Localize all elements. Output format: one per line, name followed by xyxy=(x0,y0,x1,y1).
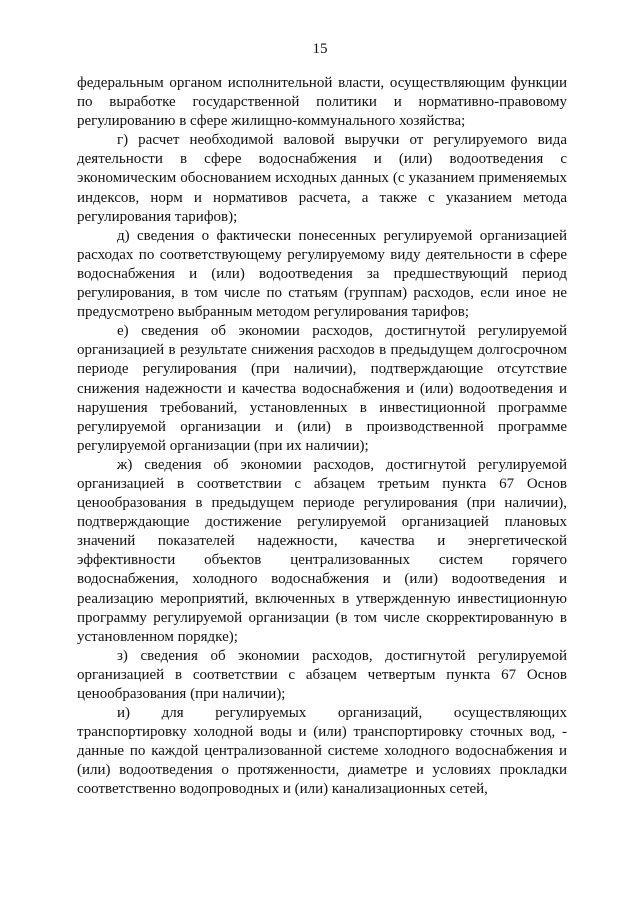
paragraph-item-z: з) сведения об экономии расходов, достигнутой регулируемой организацией в соответствии с абзацем четвертым пункта 67 Основ ценообразования (при наличии); xyxy=(77,647,567,702)
paragraph-item-i: и) для регулируемых организаций, осуществляющих транспортировку холодной воды и (или) транспортировку сточных вод, - данные по каждой централизованной системе холодного водоснабжения и (или) водоотведения о протяженности, диаметре и условиях прокладки соответственно водопроводных и (или) канализационных сетей, xyxy=(77,705,567,798)
paragraph-item-g: г) расчет необходимой валовой выручки от регулируемого вида деятельности в сфере водоснабжения и (или) водоотведения с экономическим обоснованием исходных данных (с указанием применяемых индексов, норм и нормативов расчета, а также с указанием метода регулирования тарифов); xyxy=(77,132,567,225)
paragraph-item-d: д) сведения о фактически понесенных регулируемой организацией расходах по соответствующему регулируемому виду деятельности в сфере водоснабжения и (или) водоотведения за предшествующий период регулирования, в том числе по статьям (группам) расходов, если иное не предусмотрено выбранным методом регулирования тарифов; xyxy=(77,227,567,321)
paragraph-item-e: е) сведения об экономии расходов, достигнутой регулируемой организацией в результате снижения расходов в предыдущем долгосрочном периоде регулирования (при наличии), подтверждающие отсутствие снижения надежности и качества водоснабжения и (или) водоотведения и нарушения требований, установленных в инвестиционной программе регулируемой организации и (или) в производственной программе регулируемой организации (при их наличии); xyxy=(77,323,567,454)
paragraph-item-zh: ж) сведения об экономии расходов, достигнутой регулируемой организацией в соответствии с абзацем третьим пункта 67 Основ ценообразования в предыдущем периоде регулирования (при наличии), подтверждающие достижение регулируемой организацией плановых значений показателей надежности, качества и энергетической эффективности объектов централизованных систем горячего водоснабжения, холодного водоснабжения и (или) водоотведения и реализацию мероприятий, включенных в утвержденную инвестиционную программу регулируемой организации (в том числе скорректированную в установленном порядке); xyxy=(77,456,567,645)
page-number: 15 xyxy=(312,41,328,57)
document-body xyxy=(77,74,567,800)
paragraph-continuation: федеральным органом исполнительной власти, осуществляющим функции по выработке государственной политики и нормативно-правовому регулированию в сфере жилищно-коммунального хозяйства; xyxy=(77,75,567,130)
